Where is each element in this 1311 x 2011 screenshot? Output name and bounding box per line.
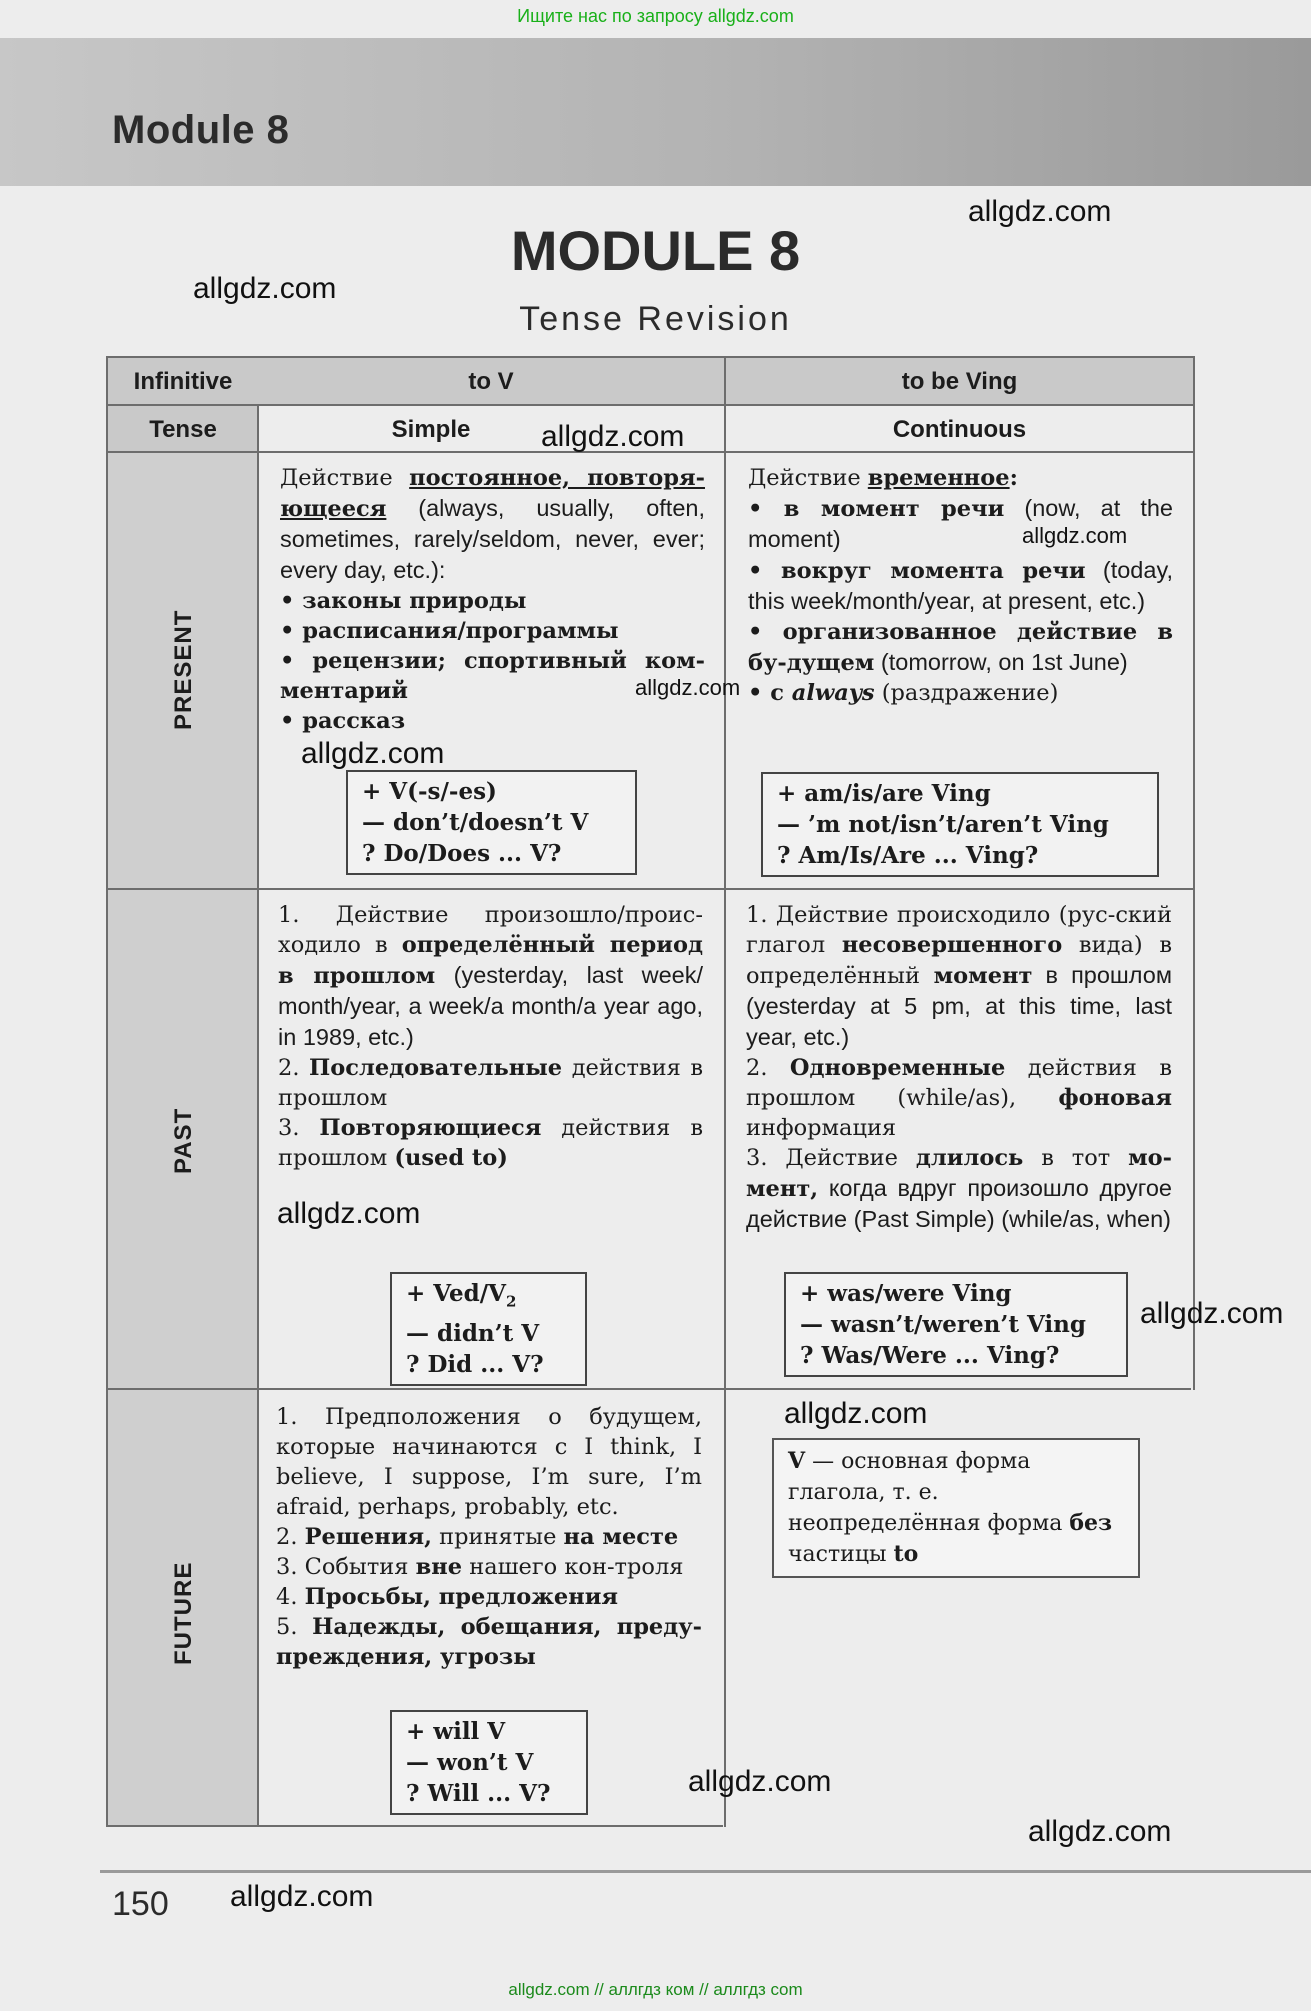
present-continuous-cell	[748, 463, 1173, 708]
text: Действие	[748, 465, 868, 491]
watermark: allgdz.com	[277, 1197, 421, 1230]
text: действия в прошлом	[278, 1055, 703, 1111]
highlight: постоянное, повторя-ющееся	[280, 465, 705, 522]
highlight: Просьбы, предложения	[304, 1584, 619, 1610]
highlight: на месте	[563, 1524, 679, 1550]
watermark: allgdz.com	[541, 420, 685, 453]
text: :	[1009, 465, 1018, 491]
highlight: мо-мент,	[746, 1145, 1172, 1202]
formula-line: + am/is/are Ving	[777, 780, 991, 807]
watermark: allgdz.com	[968, 195, 1112, 228]
highlight: Одновременные	[789, 1055, 1006, 1081]
text: 3.	[278, 1115, 320, 1141]
text: информация	[746, 1115, 897, 1141]
present-continuous-formula	[761, 772, 1159, 877]
row-label-present: PRESENT	[170, 609, 197, 730]
footer-rule	[100, 1870, 1311, 1873]
bullet: • рецензии; спортивный ком-ментарий	[280, 648, 705, 704]
text: вида) в определённый	[746, 932, 1172, 989]
formula-line: ? Am/Is/Are ... Ving?	[777, 842, 1039, 869]
text: (now, at the moment)	[748, 495, 1173, 552]
header-to-v: to V	[468, 368, 514, 395]
text: в тот	[1023, 1145, 1129, 1171]
page-subtitle: Tense Revision	[519, 300, 792, 338]
highlight: Решения,	[304, 1524, 432, 1550]
formula-line: ? Will ... V?	[406, 1780, 551, 1807]
watermark: allgdz.com	[1022, 523, 1128, 548]
highlight: Повторяющиеся	[319, 1115, 542, 1141]
present-simple-formula	[346, 770, 637, 875]
text: (today, this week/month/year, at present, etc.)	[748, 557, 1173, 614]
table-border-left	[106, 356, 108, 1827]
highlight: определённый период в прошлом	[278, 932, 703, 989]
text: (always, usually, often, sometimes, rarely/seldom, never, ever; every day, etc.):	[280, 495, 705, 583]
text: 1. Действие происходило (рус-ский глагол	[746, 902, 1172, 958]
watermark: allgdz.com	[688, 1765, 832, 1798]
formula-line: — don’t/doesn’t V	[362, 809, 589, 836]
highlight: Последовательные	[309, 1055, 563, 1081]
header-continuous: Continuous	[892, 416, 1027, 443]
text: (tomorrow, on 1st June)	[874, 649, 1128, 675]
watermark: allgdz.com	[301, 737, 445, 770]
header-tense: Tense	[149, 416, 217, 443]
highlight: без	[1069, 1510, 1113, 1536]
future-simple-cell	[276, 1402, 702, 1672]
watermark: allgdz.com	[193, 272, 337, 305]
infinitive-note-box	[772, 1438, 1140, 1578]
bullet: • вокруг момента речи	[748, 558, 1086, 584]
watermark: allgdz.com	[635, 675, 741, 700]
past-continuous-formula	[784, 1272, 1128, 1377]
past-simple-formula	[390, 1272, 587, 1386]
text: 3. Действие	[746, 1145, 916, 1171]
future-simple-formula	[390, 1710, 588, 1815]
bullet: • организованное действие в бу-дущем	[748, 619, 1173, 676]
highlight: момент	[933, 963, 1033, 989]
text: 4.	[276, 1584, 305, 1610]
highlight: несовершенного	[841, 932, 1063, 958]
top-search-link[interactable]: Ищите нас по запросу allgdz.com	[517, 6, 794, 26]
highlight: always	[791, 680, 875, 706]
formula-line: — ’m not/isn’t/aren’t Ving	[777, 811, 1109, 838]
formula-line: — won’t V	[406, 1749, 534, 1776]
text: 5.	[276, 1614, 313, 1640]
table-rule	[257, 404, 259, 1827]
highlight: длилось	[915, 1145, 1024, 1171]
highlight: Надежды, обещания, преду-преждения, угрозы	[276, 1614, 702, 1670]
table-border-right	[1193, 356, 1195, 1390]
highlight: временное	[867, 465, 1010, 491]
past-continuous-cell	[746, 900, 1172, 1235]
past-simple-cell	[278, 900, 703, 1173]
table-rule	[724, 356, 726, 1827]
text: действия в прошлом (while/as),	[746, 1055, 1172, 1111]
table-rule	[106, 1388, 1191, 1390]
formula-line: ? Did ... V?	[406, 1350, 544, 1378]
highlight: (used to)	[394, 1145, 508, 1171]
text: 1. Предположения о будущем, которые начинаются с I think, I believe, I suppose, I’m sure, I’m afraid, perhaps, probably, etc.	[276, 1404, 702, 1520]
table-rule	[106, 888, 1195, 890]
highlight: V	[788, 1448, 806, 1474]
text: нашего кон-троля	[462, 1554, 684, 1580]
header-infinitive: Infinitive	[133, 368, 233, 395]
text: принятые	[431, 1524, 564, 1550]
page-title: MODULE 8	[510, 219, 801, 282]
bullet: • с	[748, 680, 792, 706]
formula-line: + will V	[406, 1718, 506, 1745]
header-simple: Simple	[391, 416, 471, 443]
highlight: вне	[415, 1554, 463, 1580]
formula-line: ? Do/Does ... V?	[362, 840, 562, 867]
text: 1. Действие произошло/проис-ходило в	[278, 902, 703, 958]
text: (раздражение)	[874, 680, 1059, 706]
header-to-be-ving: to be Ving	[901, 368, 1018, 395]
text: 2.	[276, 1524, 305, 1550]
bullet: • расписания/программы	[280, 618, 619, 644]
watermark: allgdz.com	[784, 1397, 928, 1430]
watermark: allgdz.com	[1028, 1815, 1172, 1848]
watermark: allgdz.com	[230, 1880, 374, 1913]
formula-line: — wasn’t/weren’t Ving	[800, 1311, 1086, 1338]
text: в прошлом (yesterday at 5 pm, at this time, last year, etc.)	[746, 962, 1172, 1050]
text: (yesterday, last week/ month/year, a week/a month/a year ago, in 1989, etc.)	[278, 962, 703, 1050]
row-label-future: FUTURE	[170, 1561, 197, 1665]
watermark: allgdz.com	[1140, 1297, 1284, 1330]
formula-line: — didn’t V	[406, 1319, 540, 1347]
text: частицы	[788, 1542, 894, 1567]
highlight: фоновая	[1058, 1085, 1172, 1111]
bullet: • законы природы	[280, 588, 527, 614]
subscript: 2	[505, 1292, 517, 1311]
row-label-past: PAST	[170, 1107, 197, 1174]
bullet: • в момент речи	[748, 496, 1005, 522]
text: когда вдруг произошло другое действие (Past Simple) (while/as, when)	[746, 1175, 1172, 1232]
text: действия в прошлом	[278, 1115, 703, 1171]
formula-line: + Ved/$V_2$	[406, 1280, 517, 1311]
module-tab: Module 8	[112, 108, 290, 152]
text: 3. События	[276, 1554, 416, 1580]
text: Действие	[280, 465, 410, 491]
formula-line: + was/were Ving	[800, 1280, 1012, 1307]
text: 2.	[278, 1055, 310, 1081]
bottom-links[interactable]: allgdz.com // аллгдз ком // аллгдз com	[508, 1980, 803, 1999]
table-border-bottom	[106, 1825, 723, 1827]
formula-line: + V(-s/-es)	[362, 778, 497, 805]
table-border-top	[106, 356, 1195, 358]
text: 2.	[746, 1055, 790, 1081]
formula-line: ? Was/Were ... Ving?	[800, 1342, 1060, 1369]
bullet: • рассказ	[280, 708, 406, 734]
table-rule	[106, 404, 1195, 406]
highlight: to	[893, 1541, 919, 1567]
text: — основная форма глагола, т. е. неопределённая форма	[788, 1449, 1070, 1536]
page-number: 150	[112, 1885, 169, 1923]
